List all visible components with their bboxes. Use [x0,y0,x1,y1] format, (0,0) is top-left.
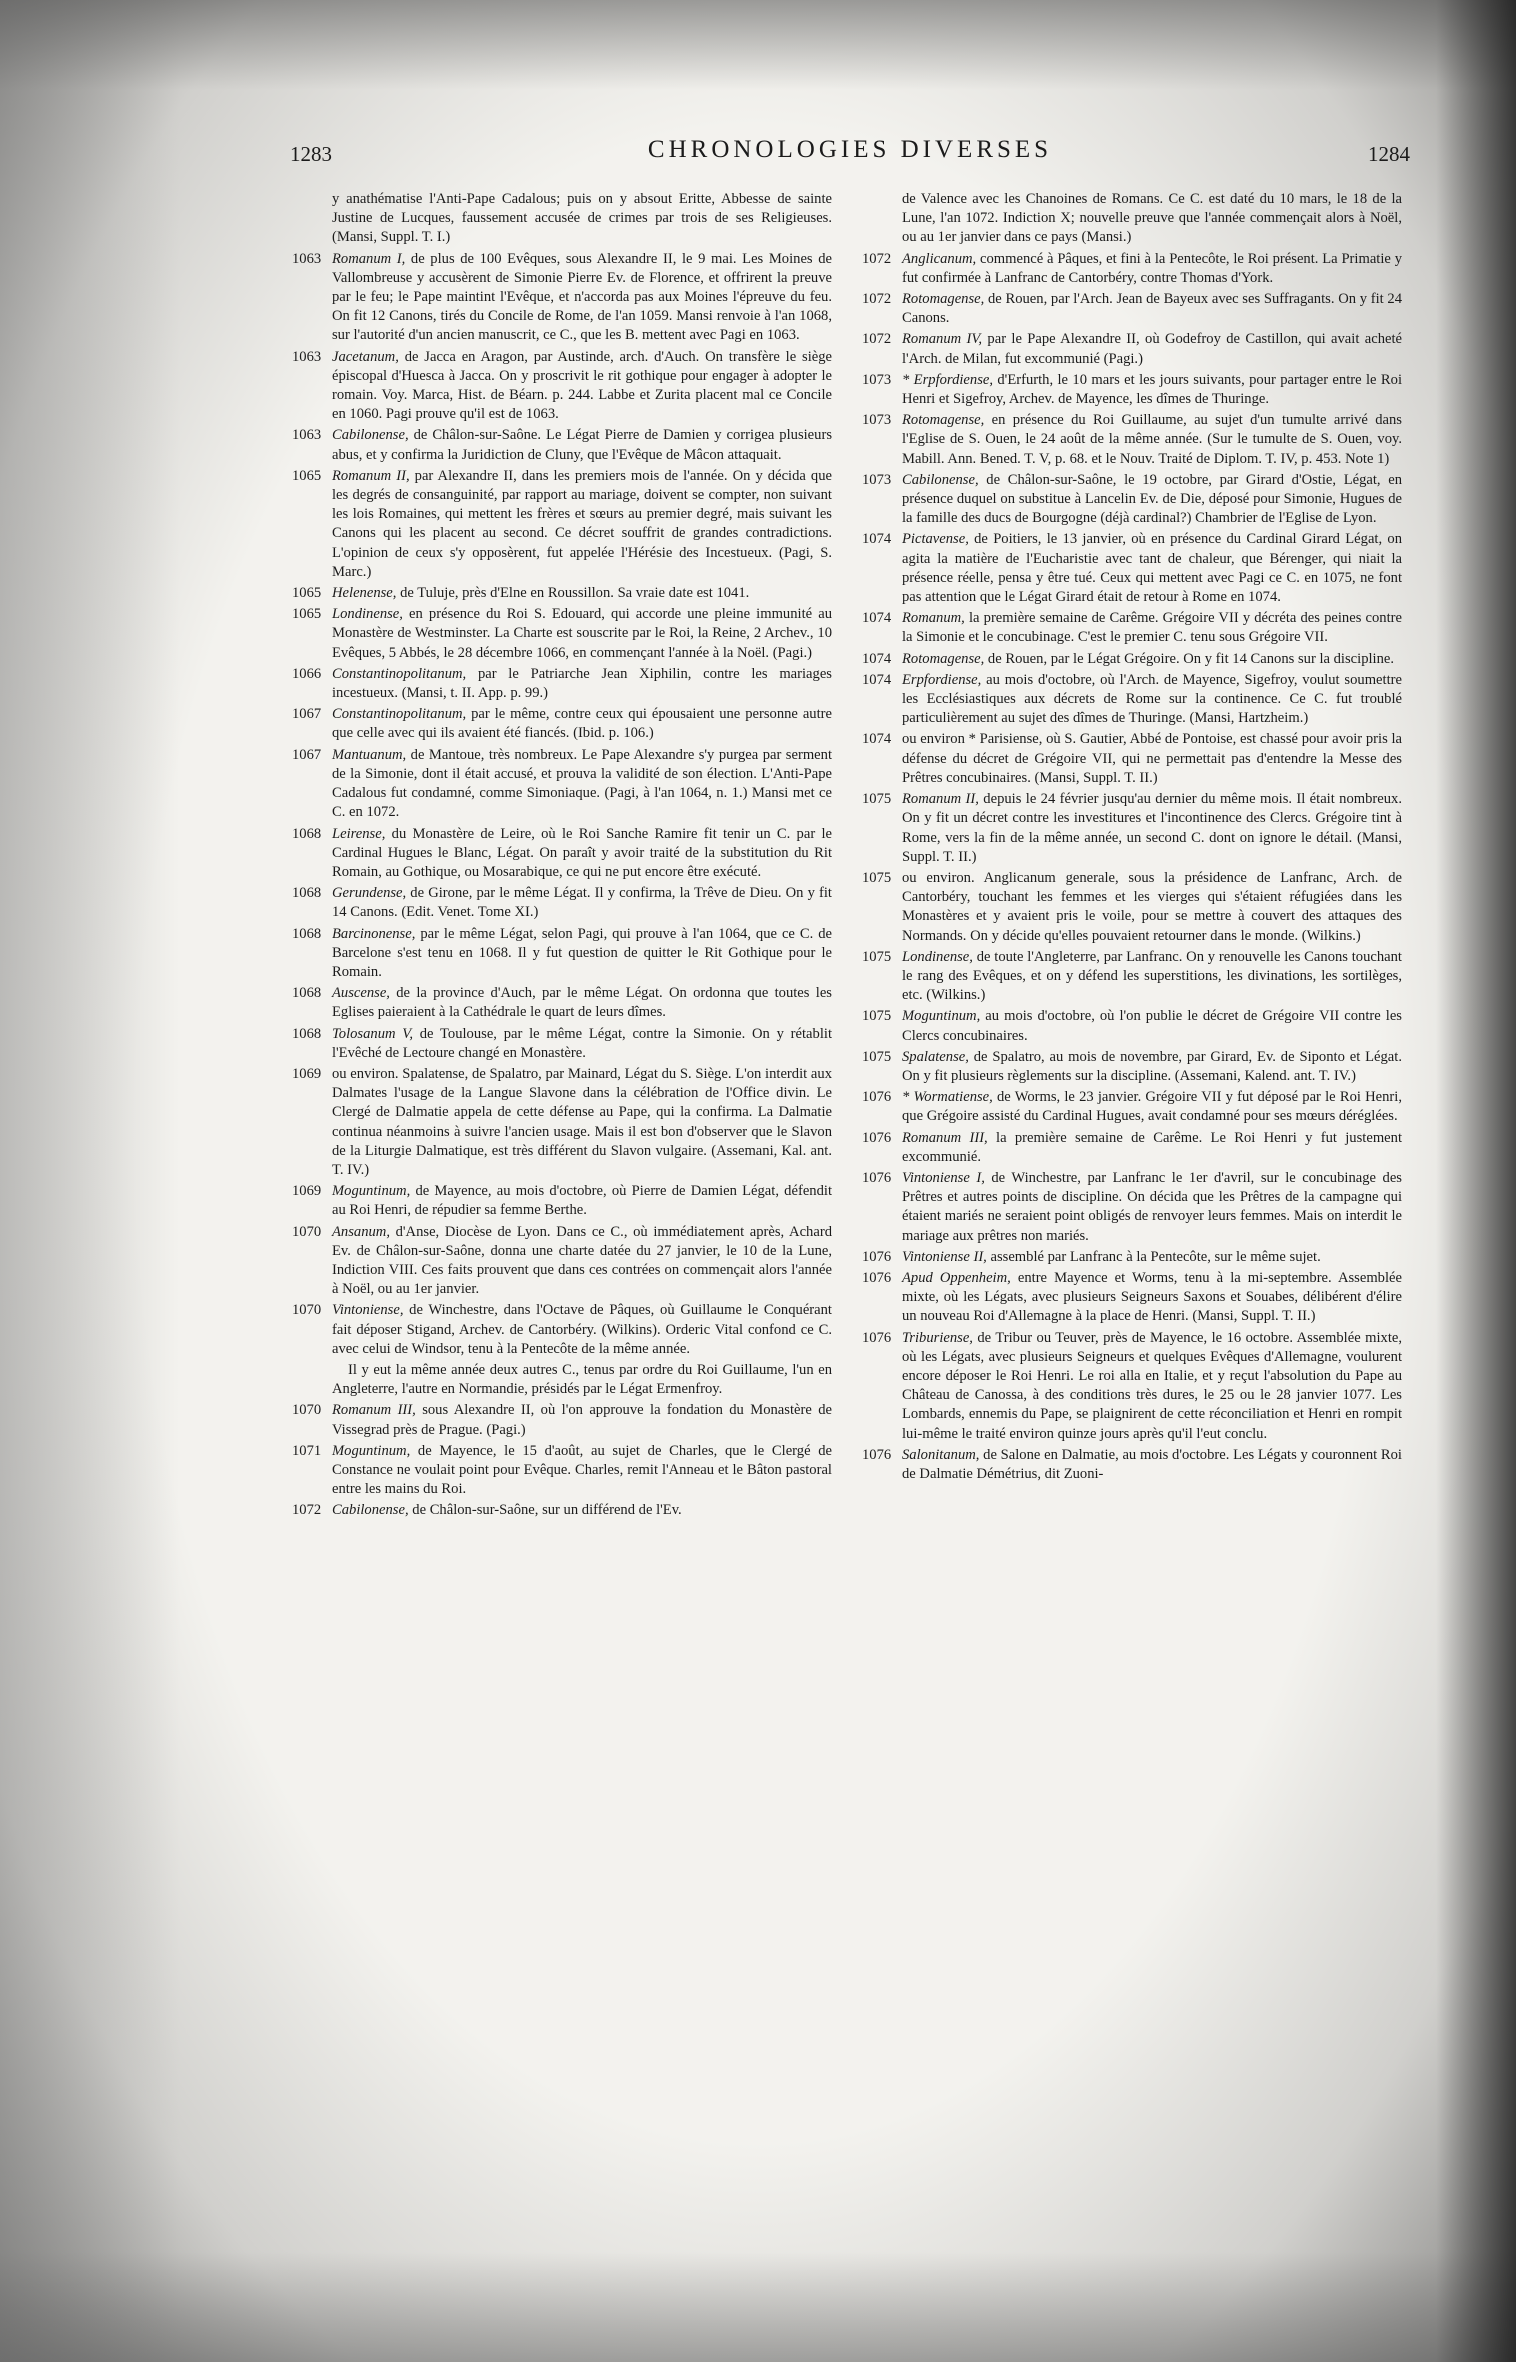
entry-year: 1063 [292,250,322,267]
council-entry [292,665,832,703]
council-entry [862,1248,1402,1267]
entry-year: 1074 [862,650,892,667]
council-entry [292,467,832,582]
council-name: Gerundense, [332,885,407,902]
entry-text: la première semaine de Carême. Grégoire VII y décréta des peines contre la Simonie et le concubinage. C'est le premier C. tenu sous Grégoire VII. [902,610,1402,646]
council-name: Vintoniense, [332,1302,404,1319]
council-name: Salonitanum, [902,1446,980,1463]
council-name: Moguntinum, [332,1442,411,1459]
council-entry [862,671,1402,729]
council-name: Helenense, [332,585,397,602]
council-name: Rotomagense, [902,412,985,429]
council-entry [862,730,1402,788]
council-name: Romanum III, [902,1129,988,1146]
entry-year: 1075 [862,869,892,886]
council-entry [292,705,832,743]
council-entry [292,1025,832,1063]
right-column [862,190,1402,1486]
paragraph [292,1361,832,1399]
council-entry [862,1129,1402,1167]
entry-text: de Châlon-sur-Saône. Le Légat Pierre de Damien y corrigea plusieurs abus, et y confirma la Juridiction de Cluny, que l'Evêque de Mâcon attaquait. [332,427,832,463]
scan-shadow-top [0,0,1516,90]
scan-shadow-right [1436,0,1516,2362]
entry-text: par le même, contre ceux qui épousaient une personne autre que celle avec qui ils avaient été fiancés. (Ibid. p. 106.) [332,706,832,742]
council-entry [292,1223,832,1300]
entry-text: de Poitiers, le 13 janvier, où en présence du Cardinal Girard Légat, on agita la matière de l'Eucharistie avec tant de chaleur, que Bérenger, qui niait la présence réelle, pensa y être tué. Ceux qui mettent avec Pagi ce C. en 1075, ne font pas attention que le Légat Girard était de retour à Rome en 1074. [902,531,1402,606]
entry-year: 1069 [292,1065,322,1082]
entry-year: 1072 [862,291,892,308]
council-entry [292,605,832,663]
entry-text: par le Pape Alexandre II, où Godefroy de Castillon, qui avait acheté l'Arch. de Milan, fut excommunié (Pagi.) [902,331,1402,367]
entry-year: 1074 [862,610,892,627]
entry-year: 1075 [862,1048,892,1065]
entry-text: en présence du Roi Guillaume, au sujet d'un tumulte arrivé dans l'Eglise de S. Ouen, le 24 août de la même année. (Sur le tumulte de S. Ouen, voy. Mabill. Ann. Bened. T. V, p. 68. et le Nouv. Traité de Diplom. T. IV, p. 453. Note 1) [902,412,1402,467]
entry-text: de Mayence, au mois d'octobre, où Pierre de Damien Légat, défendit au Roi Henri, de répudier sa femme Berthe. [332,1183,832,1219]
entry-text: de Winchestre, par Lanfranc le 1er d'avril, sur le concubinage des Prêtres et autres points de discipline. On décida que les Prêtres de la campagne qui étaient mariés ne seraient point obligés de renvoyer leurs femmes. Mais on interdit le mariage aux prêtres non mariés. [902,1169,1402,1244]
council-name: Jacetanum, [332,348,399,365]
council-name: Erpfordiense, [902,671,982,688]
council-name: Londinense, [332,606,403,623]
entry-text: de Spalatro, au mois de novembre, par Girard, Ev. de Siponto et Légat. On y fit plusieurs règlements sur la discipline. (Assemani, Kalend. ant. T. IV.) [902,1048,1402,1084]
entry-text: de Mantoue, très nombreux. Le Pape Alexandre s'y purgea par serment de la Simonie, dont il était accusé, et prouva la validité de son élection. L'Anti-Pape Cadalous fut condamné, comme Simoniaque. (Pagi, à l'an 1064, n. 1.) Mansi met ce C. en 1072. [332,746,832,821]
entry-year: 1069 [292,1183,322,1200]
entry-year: 1066 [292,665,322,682]
entry-year: 1067 [292,746,322,763]
entry-text: Il y eut la même année deux autres C., tenus par ordre du Roi Guillaume, l'un en Angleterre, l'autre en Normandie, présidés par le Légat Ermenfroy. [332,1361,832,1398]
left-column [292,190,832,1523]
entry-text: ou environ. Spalatense, de Spalatro, par Mainard, Légat du S. Siège. L'on interdit aux Dalmates l'usage de la Langue Slavone dans la célébration de l'Office divin. Le Clergé de Dalmatie appela de cette défense au Pape, qui la confirma. La Dalmatie continua néanmoins à suivre l'ancien usage. Mais il est bon d'observer que le Slavon de la Liturgie Dalmatique, est très différent du Slavon vulgaire. (Assemani, Kal. ant. T. IV.) [332,1065,832,1178]
entry-year: 1068 [292,825,322,842]
entry-year: 1075 [862,948,892,965]
council-entry [862,250,1402,288]
entry-year: 1073 [862,412,892,429]
entry-year: 1076 [862,1269,892,1286]
entry-year: 1068 [292,1025,322,1042]
entry-text: depuis le 24 février jusqu'au dernier du même mois. Il était nombreux. On y fit un décret contre les investitures et l'incontinence des Clercs. Grégoire tint à Rome, vers la fin de la même année, un second C. dont on ignore le détail. (Mansi, Suppl. T. II.) [902,791,1402,865]
scan-shadow-left [0,0,180,2362]
entry-year: 1076 [862,1329,892,1346]
entry-text: de Worms, le 23 janvier. Grégoire VII y fut déposé par le Roi Henri, que Grégoire assisté du Cardinal Hugues, avait condamné pour ses mœurs déréglées. [902,1089,1402,1125]
entry-text: de plus de 100 Evêques, sous Alexandre II, le 9 mai. Les Moines de Vallombreuse y accusèrent de Simonie Pierre Ev. de Florence, et offrirent la preuve par le feu; le Pape maintint l'Evêque, et n'accorda pas aux Moines l'épreuve du feu. On fit 12 Canons, tirés du Concile de Rome, de l'an 1059. Mansi renvoie à l'an 1068, sur l'autorité d'un ancien manuscrit, ce C., que les B. mettent avec Pagi en 1063. [332,250,832,344]
entry-year: 1070 [292,1302,322,1319]
entry-year: 1068 [292,885,322,902]
entry-text: du Monastère de Leire, où le Roi Sanche Ramire fit tenir un C. par le Cardinal Hugues le Blanc, Légat. On paraît y avoir traité de la substitution du Rit Romain, au Gothique, ou Mosarabique, ce qui ne put encore être exécuté. [332,825,832,880]
council-name: Londinense, [902,948,973,965]
entry-text: entre Mayence et Worms, tenu à la mi-septembre. Assemblée mixte, où les Légats, avec plusieurs Seigneurs Saxons et Souabes, délibérent d'élire un nouveau Roi d'Allemagne à la place de Henri. (Mansi, Suppl. T. II.) [902,1269,1402,1325]
council-name: Romanum IV, [902,331,983,348]
entry-text: de Mayence, le 15 d'août, au sujet de Charles, que le Clergé de Constance ne voulait point pour Evêque. Charles, remit l'Anneau et le Bâton pastoral entre les mains du Roi. [332,1442,832,1498]
entry-text: de Toulouse, par le même Légat, contre la Simonie. On y rétablit l'Evêché de Lectoure changé en Monastère. [332,1025,832,1061]
entry-year: 1070 [292,1223,322,1240]
council-entry [292,1301,832,1359]
entry-year: 1072 [862,250,892,267]
entry-text: de Châlon-sur-Saône, sur un différend de l'Ev. [408,1502,682,1519]
council-name: Constantinopolitanum, [332,706,467,723]
entry-text: de Salone en Dalmatie, au mois d'octobre. Les Légats y couronnent Roi de Dalmatie Démétrius, dit Zuoni- [902,1446,1402,1482]
entry-text: de Valence avec les Chanoines de Romans. Ce C. est daté du 10 mars, le 18 de la Lune, l'an 1072. Indiction X; nouvelle preuve que l'année commençait alors à Noël, ou au 1er janvier dans ce pays (Mansi.) [902,191,1402,246]
entry-year: 1076 [862,1169,892,1186]
entry-text: au mois d'octobre, où l'on publie le décret de Grégoire VII contre les Clercs concubinaires. [902,1008,1402,1044]
council-name: Spalatense, [902,1048,969,1065]
council-name: Anglicanum, [902,250,977,267]
entry-text: par le Patriarche Jean Xiphilin, contre les mariages incestueux. (Mansi, t. II. App. p. 99.) [332,665,832,702]
council-name: Pictavense, [902,531,969,548]
entry-year: 1065 [292,606,322,623]
entry-text: par le même Légat, selon Pagi, qui prouve à l'an 1064, que ce C. de Barcelone s'est tenu en 1068. Il y fut question de quitter le Rit Gothique pour le Romain. [332,925,832,980]
entry-year: 1067 [292,706,322,723]
council-entry [292,250,832,346]
council-entry [862,948,1402,1006]
council-name: Cabilonense, [332,427,409,444]
council-name: Romanum III, [332,1402,416,1419]
page-title: CHRONOLOGIES DIVERSES [647,136,1053,163]
entry-text: y anathématise l'Anti-Pape Cadalous; puis on y absout Eritte, Abbesse de sainte Justine de Lucques, faussement accusée de crimes par trois de ses Religieuses. (Mansi, Suppl. T. I.) [332,191,832,246]
council-entry [292,1182,832,1220]
council-entry [862,371,1402,409]
council-entry [292,746,832,823]
page-number-left: 1283 [290,142,332,166]
council-name: * Wormatiense, [902,1089,993,1106]
entry-text: de toute l'Angleterre, par Lanfranc. On y renouvelle les Canons touchant le rang des Evêques, et on y défend les superstitions, les divinations, les sortilèges, etc. (Wilkins.) [902,948,1402,1004]
entry-year: 1071 [292,1442,322,1459]
council-name: Vintoniense II, [902,1248,987,1265]
council-name: Barcinonense, [332,925,416,942]
entry-text: ou environ. Anglicanum generale, sous la présidence de Lanfranc, Arch. de Cantorbéry, touchant les femmes et les vierges qui s'étaient réfugiées dans les Monastères et y avaient pris le voile, pour se mettre à couvert des attaques des Normands. On y décide qu'elles pouvaient retourner dans le monde. (Wilkins.) [902,869,1402,944]
council-entry [862,1446,1402,1484]
council-entry [862,1088,1402,1126]
entry-text: de Girone, par le même Légat. Il y confirma, la Trêve de Dieu. On y fit 14 Canons. (Edit. Venet. Tome XI.) [332,885,832,921]
entry-year: 1065 [292,467,322,484]
council-name: Cabilonense, [332,1502,409,1519]
council-name: Leirense, [332,825,386,842]
entry-text: d'Anse, Diocèse de Lyon. Dans ce C., où immédiatement après, Achard Ev. de Châlon-sur-Saône, donna une charte datée du 27 janvier, le 10 de la Lune, Indiction VIII. Ces faits prouvent que dans ces contrées on commençait alors l'année à Noël, ou au 1er janvier. [332,1223,832,1298]
council-entry [292,984,832,1022]
entry-text: de Rouen, par le Légat Grégoire. On y fit 14 Canons sur la discipline. [984,650,1395,667]
council-name: Mantuanum, [332,746,407,763]
council-name: Tolosanum V, [332,1025,413,1042]
council-name: Rotomagense, [902,291,985,308]
entry-year: 1072 [862,331,892,348]
council-entry [862,1169,1402,1246]
entry-year: 1074 [862,671,892,688]
council-entry [862,1269,1402,1327]
council-entry [292,1501,832,1520]
entry-year: 1068 [292,985,322,1002]
entry-text: de la province d'Auch, par le même Légat. On ordonna que toutes les Eglises paieraient à la Cathédrale le quart de leurs dîmes. [332,985,832,1021]
council-entry [862,650,1402,669]
council-name: * Erpfordiense, [902,371,993,388]
entry-year: 1076 [862,1129,892,1146]
entry-year: 1075 [862,1008,892,1025]
entry-text: assemblé par Lanfranc à la Pentecôte, sur le même sujet. [986,1248,1321,1265]
council-entry [292,348,832,425]
entry-text: par Alexandre II, dans les premiers mois de l'année. On y décida que les degrés de consanguinité, par rapport au mariage, doivent se compter, non suivant les lois Romaines, qui mettent les frères et sœurs au premier degré, mais suivant les Canons qui les placent au second. Ce décret souffrit de grandes contradictions. L'opinion de ceux s'y opposèrent, fut appelée l'Hérésie des Incestueux. (Pagi, S. Marc.) [332,467,832,580]
entry-text: sous Alexandre II, où l'on approuve la fondation du Monastère de Vissegrad près de Prague. (Pagi.) [332,1402,832,1438]
council-entry [862,1007,1402,1045]
page-header [290,136,1410,176]
council-entry [862,471,1402,529]
council-name: Constantinopolitanum, [332,665,467,682]
council-entry [292,1442,832,1500]
council-name: Romanum II, [902,791,979,808]
council-entry [862,530,1402,607]
entry-year: 1074 [862,731,892,748]
council-entry [292,884,832,922]
council-entry [862,1048,1402,1086]
entry-text: de Jacca en Aragon, par Austinde, arch. d'Auch. On transfère le siège épiscopal d'Huesca à Jacca. On y proscrivit le rit gothique pour engager à adopter le romain. Voy. Marca, Hist. de Béarn. p. 244. Labbe et Zurita placent mal ce Concile en 1060. Pagi prouve qu'il est de 1063. [332,348,832,423]
council-name: Romanum I, [332,250,406,267]
council-entry [862,190,1402,248]
entry-text: de Tuluje, près d'Elne en Roussillon. Sa vraie date est 1041. [396,585,750,602]
entry-text: la première semaine de Carême. Le Roi Henri y fut justement excommunié. [902,1129,1402,1165]
council-name: Romanum II, [332,467,410,484]
council-entry [292,426,832,464]
entry-text: de Rouen, par l'Arch. Jean de Bayeux avec ses Suffragants. On y fit 24 Canons. [902,291,1402,327]
entry-text: de Tribur ou Teuver, près de Mayence, le 16 octobre. Assemblée mixte, où les Légats, avec plusieurs Seigneurs et quelques Evêques d'Allemagne, voulurent encore déposer le Roi Henri. Le roi alla en Italie, et y reçut l'absolution du Pape au Château de Canossa, à des conditions très dures, le 25 ou le 28 janvier 1077. Les Lombards, ennemis du Pape, se plaignirent de cette réconciliation et Henri en rompit lui-même le traité environ quinze jours après qu'il l'eut conclu. [902,1329,1402,1442]
council-name: Ansanum, [332,1223,390,1240]
entry-year: 1076 [862,1248,892,1265]
entry-text: au mois d'octobre, où l'Arch. de Mayence, Sigefroy, voulut soumettre les Ecclésiastiques aux décrets de Rome sur la continence. Ce C. fut troublé particulièrement au sujet des dîmes de Thuringe. (Mansi, Hartzheim.) [902,671,1402,727]
council-entry [292,925,832,983]
entry-year: 1074 [862,531,892,548]
council-entry [292,1401,832,1439]
council-entry [862,609,1402,647]
entry-year: 1072 [292,1502,322,1519]
council-entry [862,330,1402,368]
entry-year: 1063 [292,348,322,365]
entry-year: 1063 [292,427,322,444]
council-name: Vintoniense I, [902,1169,985,1186]
council-name: Rotomagense, [902,650,985,667]
entry-year: 1076 [862,1446,892,1463]
entry-text: de Winchestre, dans l'Octave de Pâques, où Guillaume le Conquérant fait déposer Stigand, Archev. de Cantorbéry. (Wilkins). Orderic Vital confond ce C. avec celui de Windsor, tenu à la Pentecôte de la même année. [332,1302,832,1357]
council-entry [292,825,832,883]
entry-year: 1076 [862,1089,892,1106]
council-entry [862,869,1402,946]
council-name: Moguntinum, [332,1183,411,1200]
council-name: Cabilonense, [902,471,979,488]
entry-year: 1068 [292,925,322,942]
council-name: Moguntinum, [902,1008,981,1025]
council-entry [292,190,832,248]
entry-text: de Châlon-sur-Saône, le 19 octobre, par Girard d'Ostie, Légat, en présence duquel on substitue à Lancelin Ev. de Die, déposé pour Simonie, Hugues de la famille des ducs de Bourgogne (déjà cardinal?) Chambrier de l'Eglise de Lyon. [902,471,1402,527]
council-entry [862,1329,1402,1444]
council-entry [292,584,832,603]
entry-text: commencé à Pâques, et fini à la Pentecôte, le Roi présent. La Primatie y fut confirmée à Lanfranc de Cantorbéry, contre Thomas d'York. [902,250,1402,286]
council-name: Romanum, [902,610,965,627]
council-name: Apud Oppenheim, [902,1269,1011,1286]
entry-year: 1075 [862,791,892,808]
entry-year: 1073 [862,471,892,488]
council-name: Auscense, [332,985,390,1002]
council-entry [292,1065,832,1180]
council-entry [862,790,1402,867]
entry-year: 1065 [292,585,322,602]
entry-year: 1070 [292,1402,322,1419]
council-name: Triburiense, [902,1329,973,1346]
entry-text: en présence du Roi S. Edouard, qui accorde une pleine immunité au Monastère de Westminster. La Charte est souscrite par le Roi, la Reine, 2 Archev., 10 Evêques, 5 Abbés, le 28 décembre 1066, en commençant l'année à la Noël. (Pagi.) [332,606,832,661]
scan-shadow-bottom [0,2252,1516,2362]
entry-text: ou environ * Parisiense, où S. Gautier, Abbé de Pontoise, est chassé pour avoir pris la défense du décret de Grégoire VII, qui ne permettait pas d'entendre la Messe des Prêtres concubinaires. (Mansi, Suppl. T. II.) [902,731,1402,786]
council-entry [862,290,1402,328]
entry-year: 1073 [862,371,892,388]
page-number-right: 1284 [1368,142,1410,166]
entry-text: d'Erfurth, le 10 mars et les jours suivants, pour partager entre le Roi Henri et Sigefroy, Archev. de Mayence, les dîmes de Thuringe. [902,371,1402,408]
council-entry [862,411,1402,469]
